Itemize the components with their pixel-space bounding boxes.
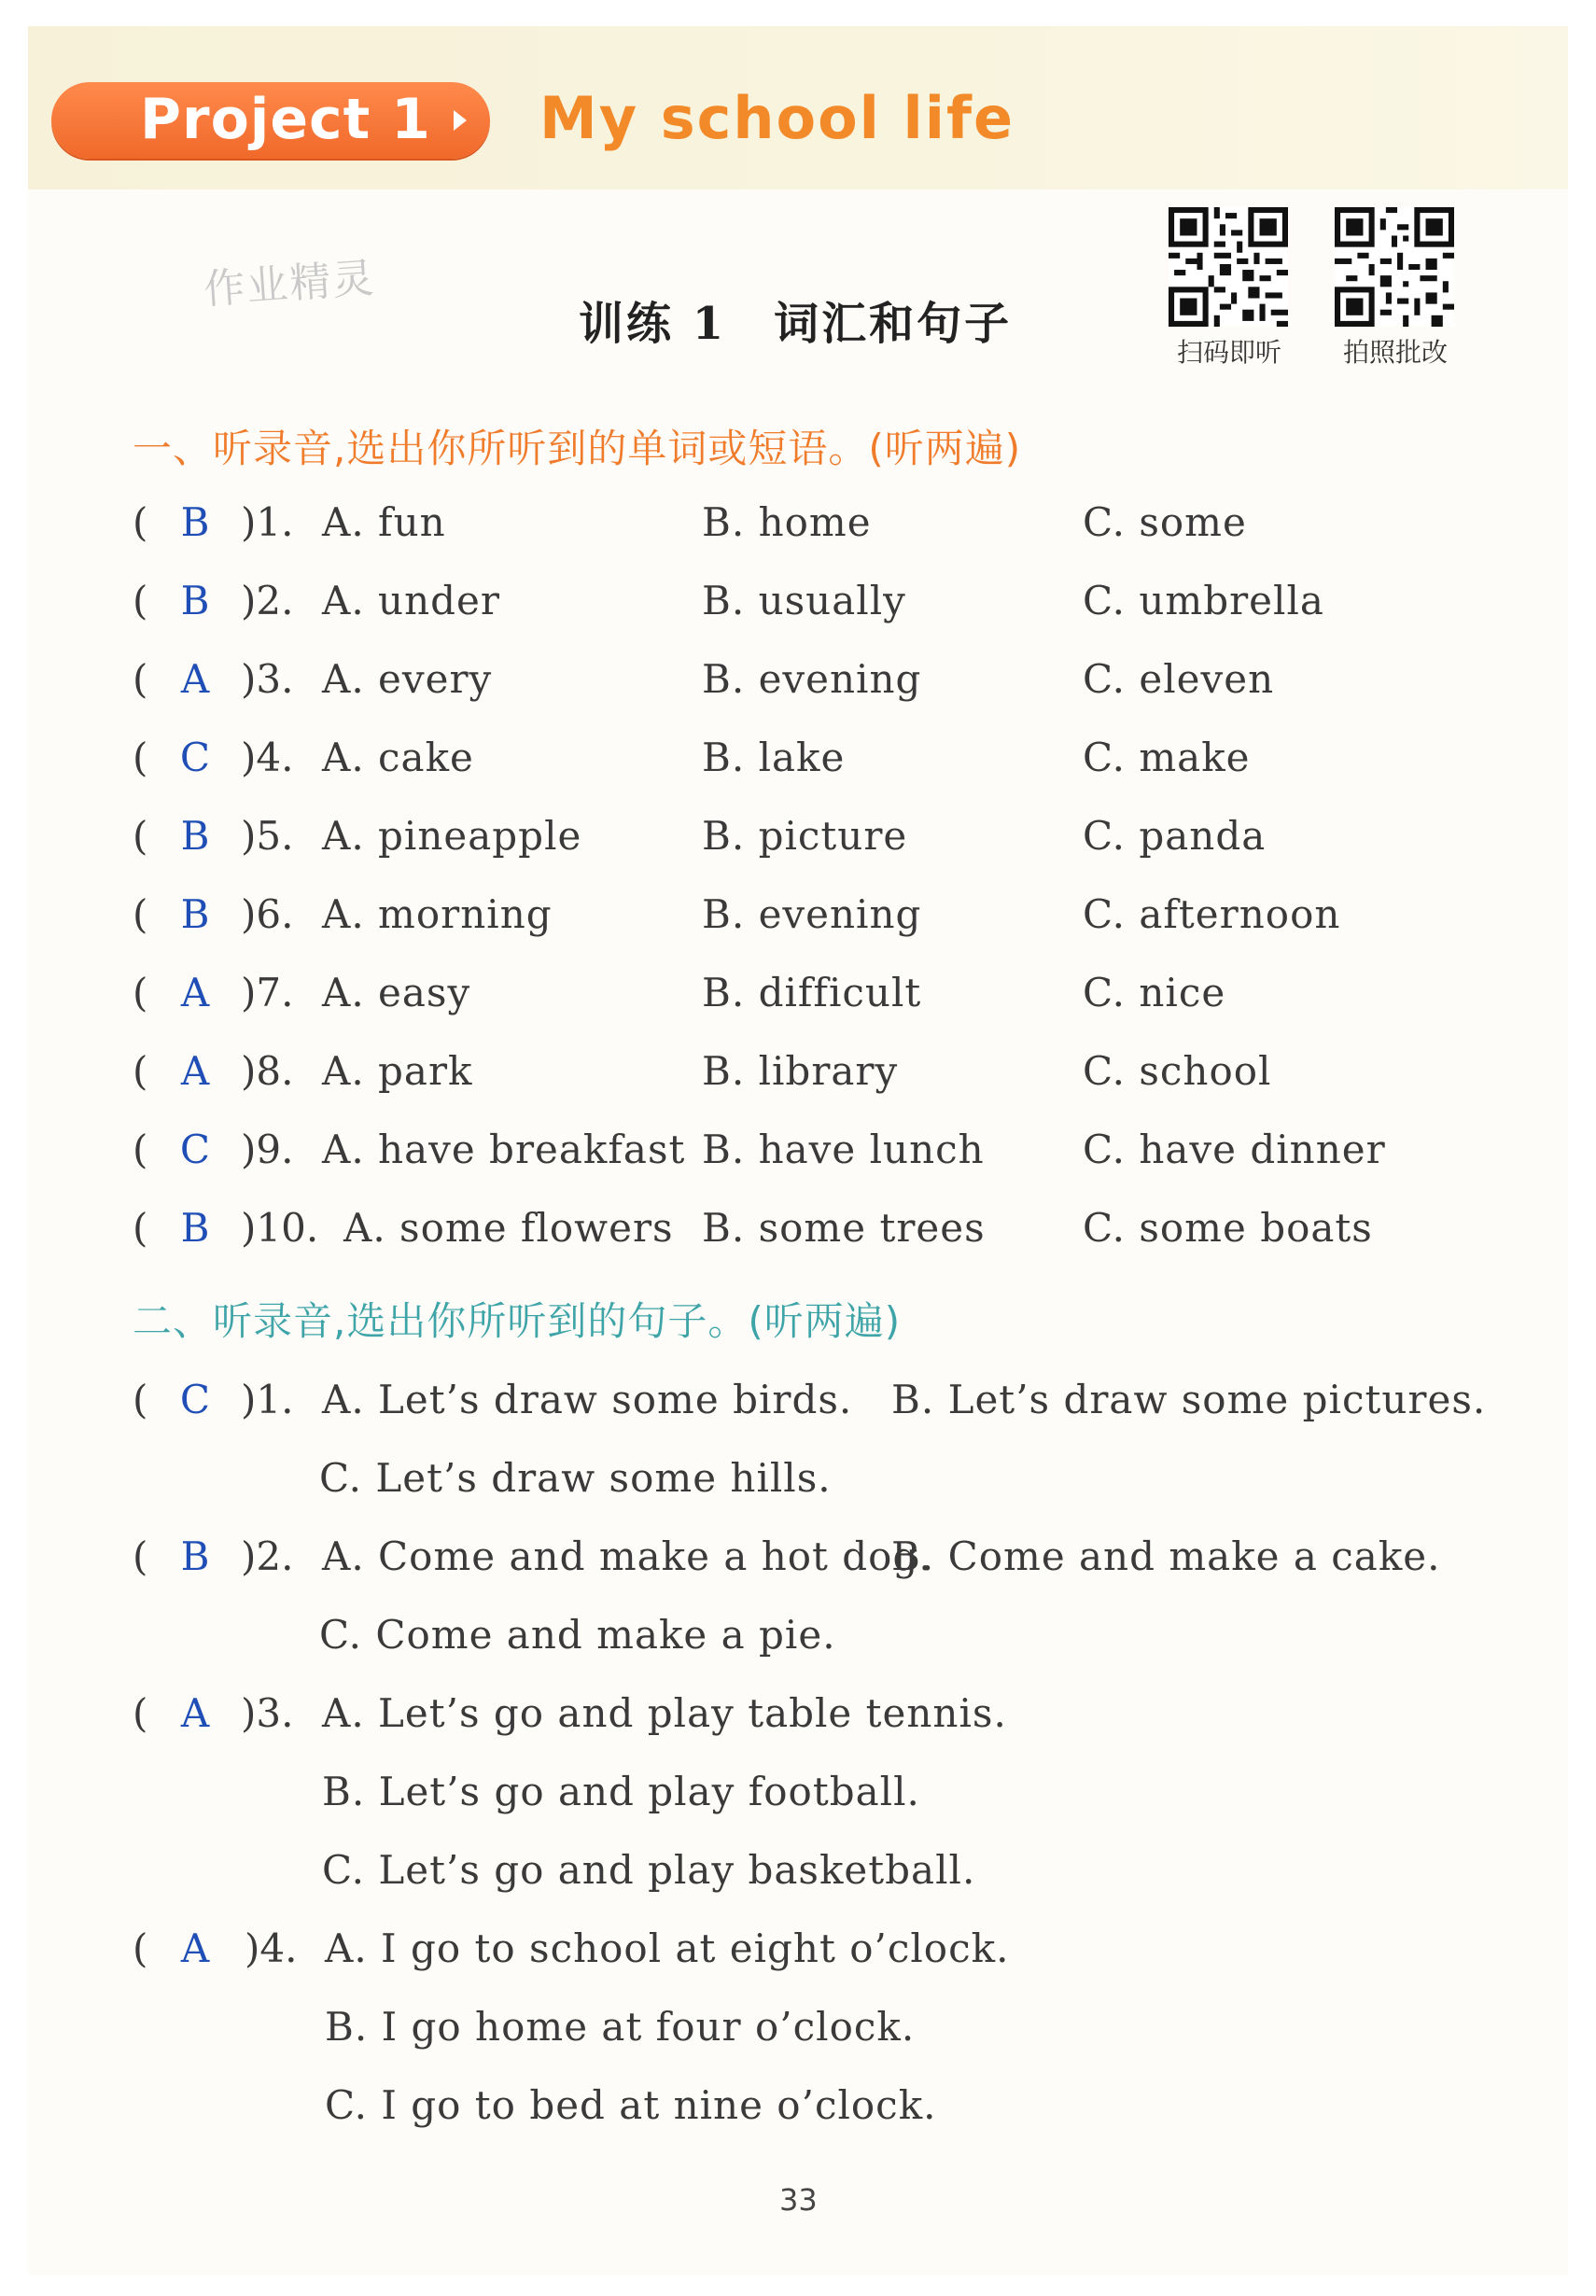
- option-c: C. make: [1083, 735, 1251, 780]
- option-a: A. park: [322, 1048, 473, 1094]
- left-paren: (: [133, 578, 148, 623]
- option-b: B. evening: [702, 656, 922, 702]
- option-c: C. some boats: [1083, 1205, 1373, 1251]
- option-c: C. school: [1083, 1048, 1272, 1094]
- question-number: )4.: [245, 1925, 298, 1971]
- option-a: A. Let’s draw some birds.: [322, 1377, 853, 1422]
- option-c: C. Let’s draw some hills.: [319, 1455, 832, 1501]
- option-a: A. under: [322, 578, 500, 623]
- answer-mark: C: [179, 1377, 211, 1422]
- option-b: B. Let’s draw some pictures.: [891, 1377, 1487, 1422]
- left-paren: (: [133, 1925, 148, 1971]
- left-paren: (: [133, 656, 148, 702]
- option-c: C. afternoon: [1083, 891, 1341, 937]
- answer-mark: B: [180, 1533, 210, 1579]
- question-number: )2.: [241, 578, 294, 623]
- question-number: )3.: [241, 1690, 294, 1736]
- question-number: )8.: [241, 1048, 294, 1094]
- answer-mark: A: [180, 1690, 210, 1736]
- option-b: B. usually: [702, 578, 906, 623]
- answer-mark: B: [180, 499, 210, 545]
- option-a: A. some flowers: [343, 1205, 674, 1251]
- option-c: C. umbrella: [1083, 578, 1324, 623]
- qr-label-photo: 拍照批改: [1342, 337, 1448, 368]
- option-b: B. picture: [702, 813, 908, 859]
- answer-mark: A: [180, 656, 210, 702]
- option-c: C. some: [1083, 499, 1247, 545]
- left-paren: (: [133, 1533, 148, 1579]
- qr-code-icon[interactable]: [1169, 207, 1288, 327]
- option-c: C. Come and make a pie.: [319, 1612, 836, 1658]
- question-number: )10.: [241, 1205, 319, 1251]
- qr-code-icon[interactable]: [1335, 207, 1454, 327]
- option-a: A. Come and make a hot dog.: [322, 1533, 932, 1579]
- question-number: )5.: [241, 813, 294, 859]
- question-number: )7.: [241, 970, 294, 1015]
- question-number: )4.: [241, 735, 294, 780]
- option-b: B. Let’s go and play football.: [322, 1769, 920, 1814]
- option-b: B. Come and make a cake.: [891, 1533, 1441, 1579]
- option-a: A. pineapple: [322, 813, 582, 859]
- option-b: B. home: [702, 499, 872, 545]
- option-b: B. have lunch: [702, 1127, 985, 1172]
- watermark-logo: 作业精灵: [202, 254, 377, 315]
- left-paren: (: [133, 970, 148, 1015]
- option-c: C. nice: [1083, 970, 1226, 1015]
- answer-mark: A: [180, 1925, 210, 1971]
- question-number: )3.: [241, 656, 294, 702]
- left-paren: (: [133, 1205, 148, 1251]
- option-c: C. I go to bed at nine o’clock.: [325, 2082, 937, 2128]
- answer-mark: B: [180, 1205, 210, 1251]
- option-a: A. have breakfast: [322, 1127, 686, 1172]
- training-title: 训练 1 词汇和句子: [579, 298, 1013, 350]
- answer-mark: C: [179, 1127, 211, 1172]
- left-paren: (: [133, 1127, 148, 1172]
- unit-title: My school life: [539, 84, 1015, 152]
- project-label: Project 1: [140, 87, 431, 152]
- option-a: A. I go to school at eight o’clock.: [325, 1925, 1010, 1971]
- option-b: B. library: [702, 1048, 899, 1094]
- option-a: A. fun: [322, 499, 446, 545]
- section-title-2: 二、听录音,选出你所听到的句子。(听两遍): [133, 1298, 902, 1344]
- question-number: )9.: [241, 1127, 294, 1172]
- option-c: C. panda: [1083, 813, 1267, 859]
- page-number: 33: [779, 2182, 818, 2218]
- option-c: C. eleven: [1083, 656, 1275, 702]
- option-b: B. lake: [702, 735, 846, 780]
- answer-mark: B: [180, 891, 210, 937]
- option-b: B. some trees: [702, 1205, 986, 1251]
- answer-mark: C: [179, 735, 211, 780]
- option-b: B. I go home at four o’clock.: [325, 2004, 916, 2050]
- left-paren: (: [133, 1690, 148, 1736]
- answer-mark: A: [180, 1048, 210, 1094]
- left-paren: (: [133, 735, 148, 780]
- question-number: )1.: [241, 499, 294, 545]
- answer-mark: B: [180, 813, 210, 859]
- option-c: C. Let’s go and play basketball.: [322, 1847, 976, 1893]
- option-b: B. difficult: [702, 970, 922, 1015]
- option-c: C. have dinner: [1083, 1127, 1386, 1172]
- question-number: )6.: [241, 891, 294, 937]
- option-a: A. morning: [322, 891, 553, 937]
- question-number: )2.: [241, 1533, 294, 1579]
- left-paren: (: [133, 1048, 148, 1094]
- option-b: B. evening: [702, 891, 922, 937]
- left-paren: (: [133, 891, 148, 937]
- option-a: A. every: [322, 656, 493, 702]
- left-paren: (: [133, 499, 148, 545]
- option-a: A. Let’s go and play table tennis.: [322, 1690, 1007, 1736]
- question-number: )1.: [241, 1377, 294, 1422]
- left-paren: (: [133, 1377, 148, 1422]
- qr-label-listen: 扫码即听: [1176, 337, 1281, 368]
- option-a: A. easy: [322, 970, 471, 1015]
- chevron-right-icon: [454, 110, 467, 131]
- section-title-1: 一、听录音,选出你所听到的单词或短语。(听两遍): [133, 426, 1022, 471]
- left-paren: (: [133, 813, 148, 859]
- answer-mark: A: [180, 970, 210, 1015]
- answer-mark: B: [180, 578, 210, 623]
- option-a: A. cake: [322, 735, 474, 780]
